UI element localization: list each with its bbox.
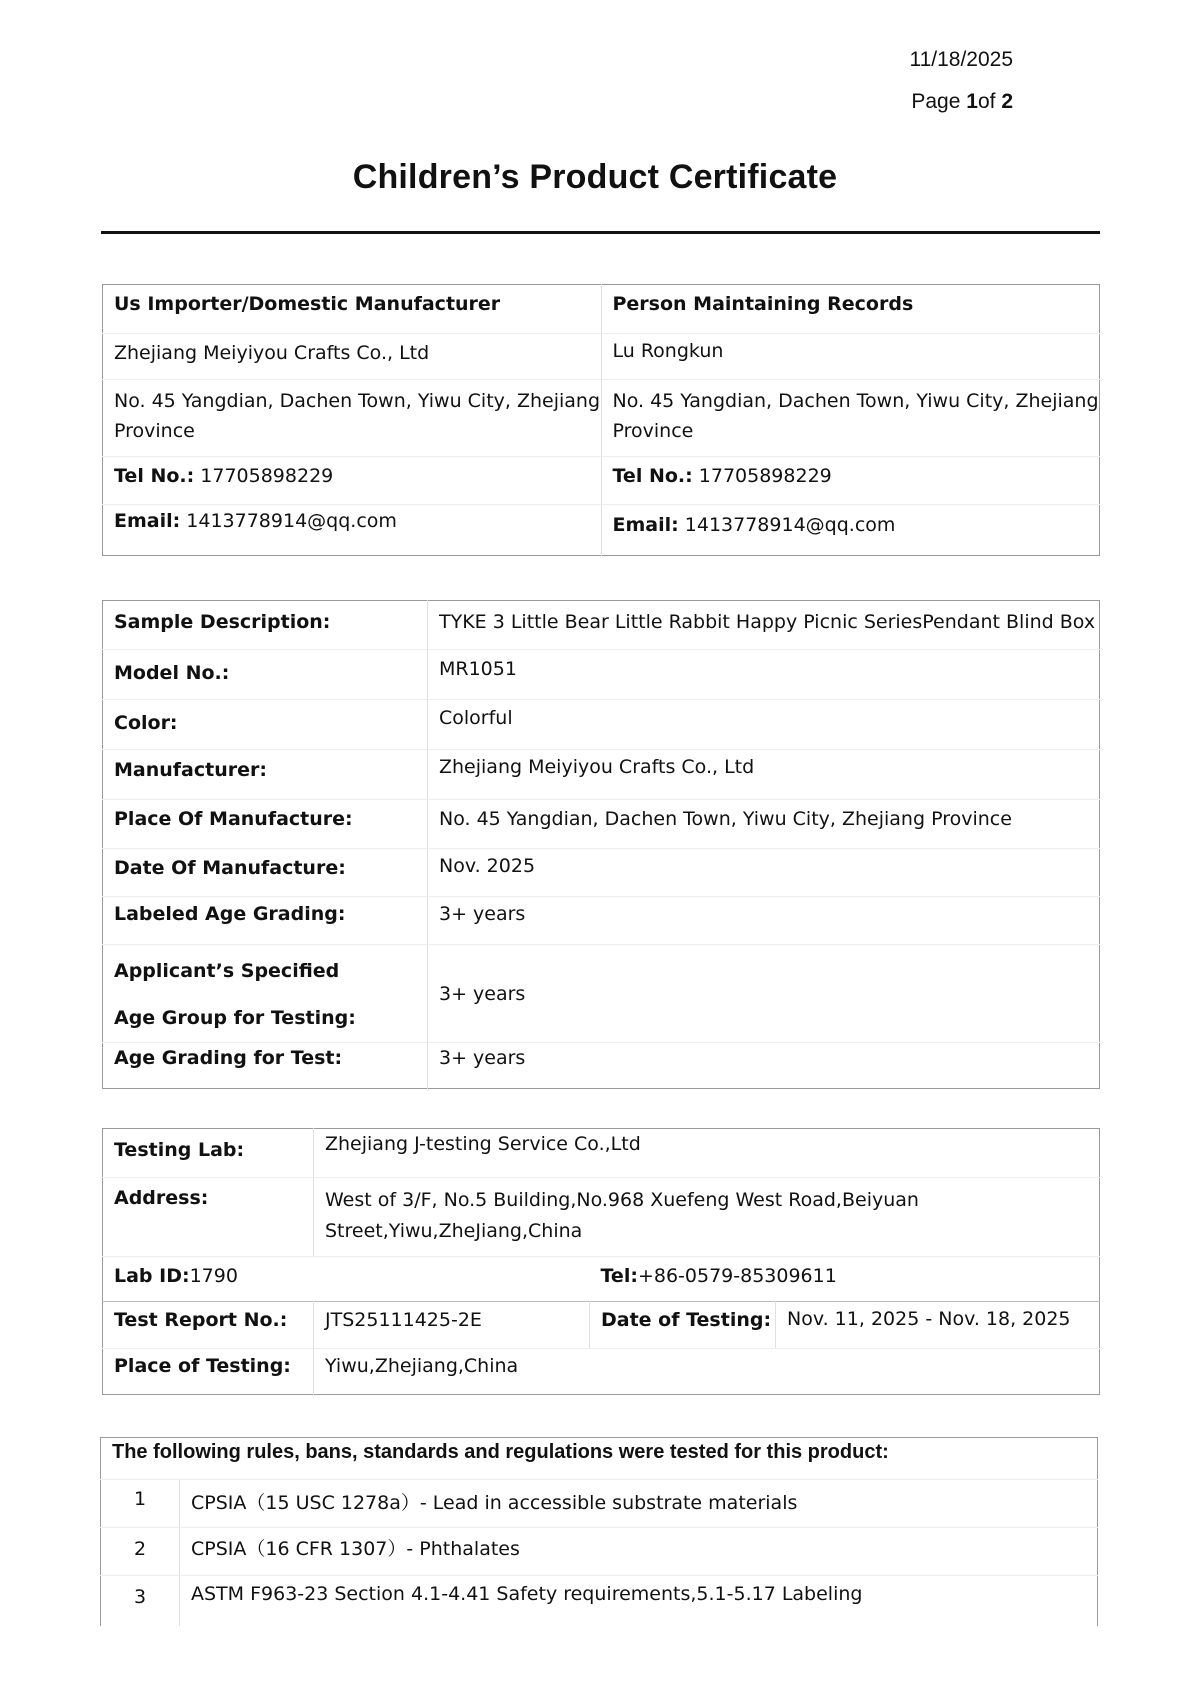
lab-address — [314, 1178, 1100, 1257]
parties-table — [102, 284, 1100, 556]
importer-email-label: Email: — [114, 510, 181, 532]
records-tel-value: 17705898229 — [698, 465, 832, 487]
specified-age-label-line2: Age Group for Testing: — [114, 1007, 356, 1029]
records-tel — [601, 457, 1100, 505]
rule-number: 1 — [101, 1480, 180, 1528]
records-email — [601, 505, 1100, 556]
lab-name-label: Testing Lab: — [103, 1129, 314, 1178]
lab-tel-label: Tel: — [600, 1265, 638, 1287]
labeled-age-label: Labeled Age Grading: — [103, 897, 428, 945]
importer-address: No. 45 Yangdian, Dachen Town, Yiwu City, Zhejiang Province — [103, 380, 602, 457]
testing-date-label: Date of Testing: — [590, 1302, 776, 1349]
lab-tel — [590, 1257, 1100, 1302]
page-mid: of — [977, 90, 1002, 113]
importer-email — [103, 505, 602, 556]
labeled-age-value: 3+ years — [428, 897, 1100, 945]
lab-table — [102, 1128, 1100, 1395]
lab-id-label: Lab ID: — [114, 1265, 190, 1287]
place-label: Place Of Manufacture: — [103, 800, 428, 849]
records-email-label: Email: — [612, 514, 679, 536]
model-label: Model No.: — [103, 650, 428, 700]
manufacturer-label: Manufacturer: — [103, 750, 428, 800]
importer-heading: Us Importer/Domestic Manufacturer — [103, 285, 602, 334]
rules-table — [100, 1437, 1098, 1626]
lab-address-line2: Street,Yiwu,ZheJiang,China — [325, 1220, 583, 1242]
report-no-value: JTS25111425-2E — [314, 1302, 590, 1349]
testing-date-value: Nov. 11, 2025 - Nov. 18, 2025 — [776, 1302, 1100, 1349]
manufacturer-value: Zhejiang Meiyiyou Crafts Co., Ltd — [428, 750, 1100, 800]
test-age-label: Age Grading for Test: — [103, 1043, 428, 1089]
records-address: No. 45 Yangdian, Dachen Town, Yiwu City, Zhejiang Province — [601, 380, 1100, 457]
rule-text: CPSIA（16 CFR 1307）- Phthalates — [180, 1528, 1098, 1576]
page-current: 1 — [966, 90, 978, 113]
importer-email-value: 1413778914@qq.com — [186, 510, 397, 532]
importer-tel-value: 17705898229 — [200, 465, 334, 487]
color-value: Colorful — [428, 700, 1100, 750]
sample-table — [102, 600, 1100, 1089]
rule-text: CPSIA（15 USC 1278a）- Lead in accessible substrate materials — [180, 1480, 1098, 1528]
rule-row — [101, 1480, 1098, 1528]
page-prefix: Page — [911, 90, 967, 113]
sample-description-label: Sample Description: — [103, 601, 428, 650]
page-title: Children’s Product Certificate — [352, 158, 838, 196]
importer-tel — [103, 457, 602, 505]
sample-description: TYKE 3 Little Bear Little Rabbit Happy Picnic SeriesPendant Blind Box — [428, 601, 1100, 650]
lab-id — [103, 1257, 590, 1302]
importer-tel-label: Tel No.: — [114, 465, 195, 487]
title-divider — [101, 231, 1100, 234]
lab-address-label: Address: — [103, 1178, 314, 1257]
lab-address-line1: West of 3/F, No.5 Building,No.968 Xuefeng West Road,Beiyuan — [325, 1189, 919, 1211]
specified-age-label — [103, 945, 428, 1043]
rule-number: 3 — [101, 1576, 180, 1626]
testing-place-label: Place of Testing: — [103, 1349, 314, 1395]
rule-text: ASTM F963-23 Section 4.1-4.41 Safety requirements,5.1-5.17 Labeling — [191, 1583, 863, 1605]
color-label: Color: — [103, 700, 428, 750]
records-email-value: 1413778914@qq.com — [684, 514, 896, 536]
model-value: MR1051 — [428, 650, 1100, 700]
rule-number: 2 — [101, 1528, 180, 1576]
testing-place-value: Yiwu,Zhejiang,China — [325, 1355, 519, 1377]
specified-age-value: 3+ years — [428, 945, 1100, 1043]
lab-tel-value: +86-0579-85309611 — [637, 1265, 837, 1287]
specified-age-label-line1: Applicant’s Specified — [114, 960, 340, 982]
report-no-label: Test Report No.: — [103, 1302, 314, 1349]
importer-name: Zhejiang Meiyiyou Crafts Co., Ltd — [103, 334, 602, 380]
records-heading: Person Maintaining Records — [601, 285, 1100, 334]
date-of-manufacture-label: Date Of Manufacture: — [103, 849, 428, 897]
report-date: 11/18/2025 — [909, 48, 1013, 71]
place-value: No. 45 Yangdian, Dachen Town, Yiwu City, Zhejiang Province — [428, 800, 1100, 849]
page-indicator — [911, 90, 1013, 114]
records-name: Lu Rongkun — [601, 334, 1100, 380]
records-tel-label: Tel No.: — [612, 465, 693, 487]
page-total: 2 — [1001, 90, 1013, 113]
date-of-manufacture-value: Nov. 2025 — [428, 849, 1100, 897]
rule-row — [101, 1528, 1098, 1576]
lab-name: Zhejiang J-testing Service Co.,Ltd — [314, 1129, 1100, 1178]
rules-heading: The following rules, bans, standards and regulations were tested for this product: — [101, 1438, 1098, 1480]
lab-id-value: 1790 — [189, 1265, 238, 1287]
rule-row — [101, 1576, 1098, 1626]
test-age-value: 3+ years — [439, 1047, 526, 1069]
